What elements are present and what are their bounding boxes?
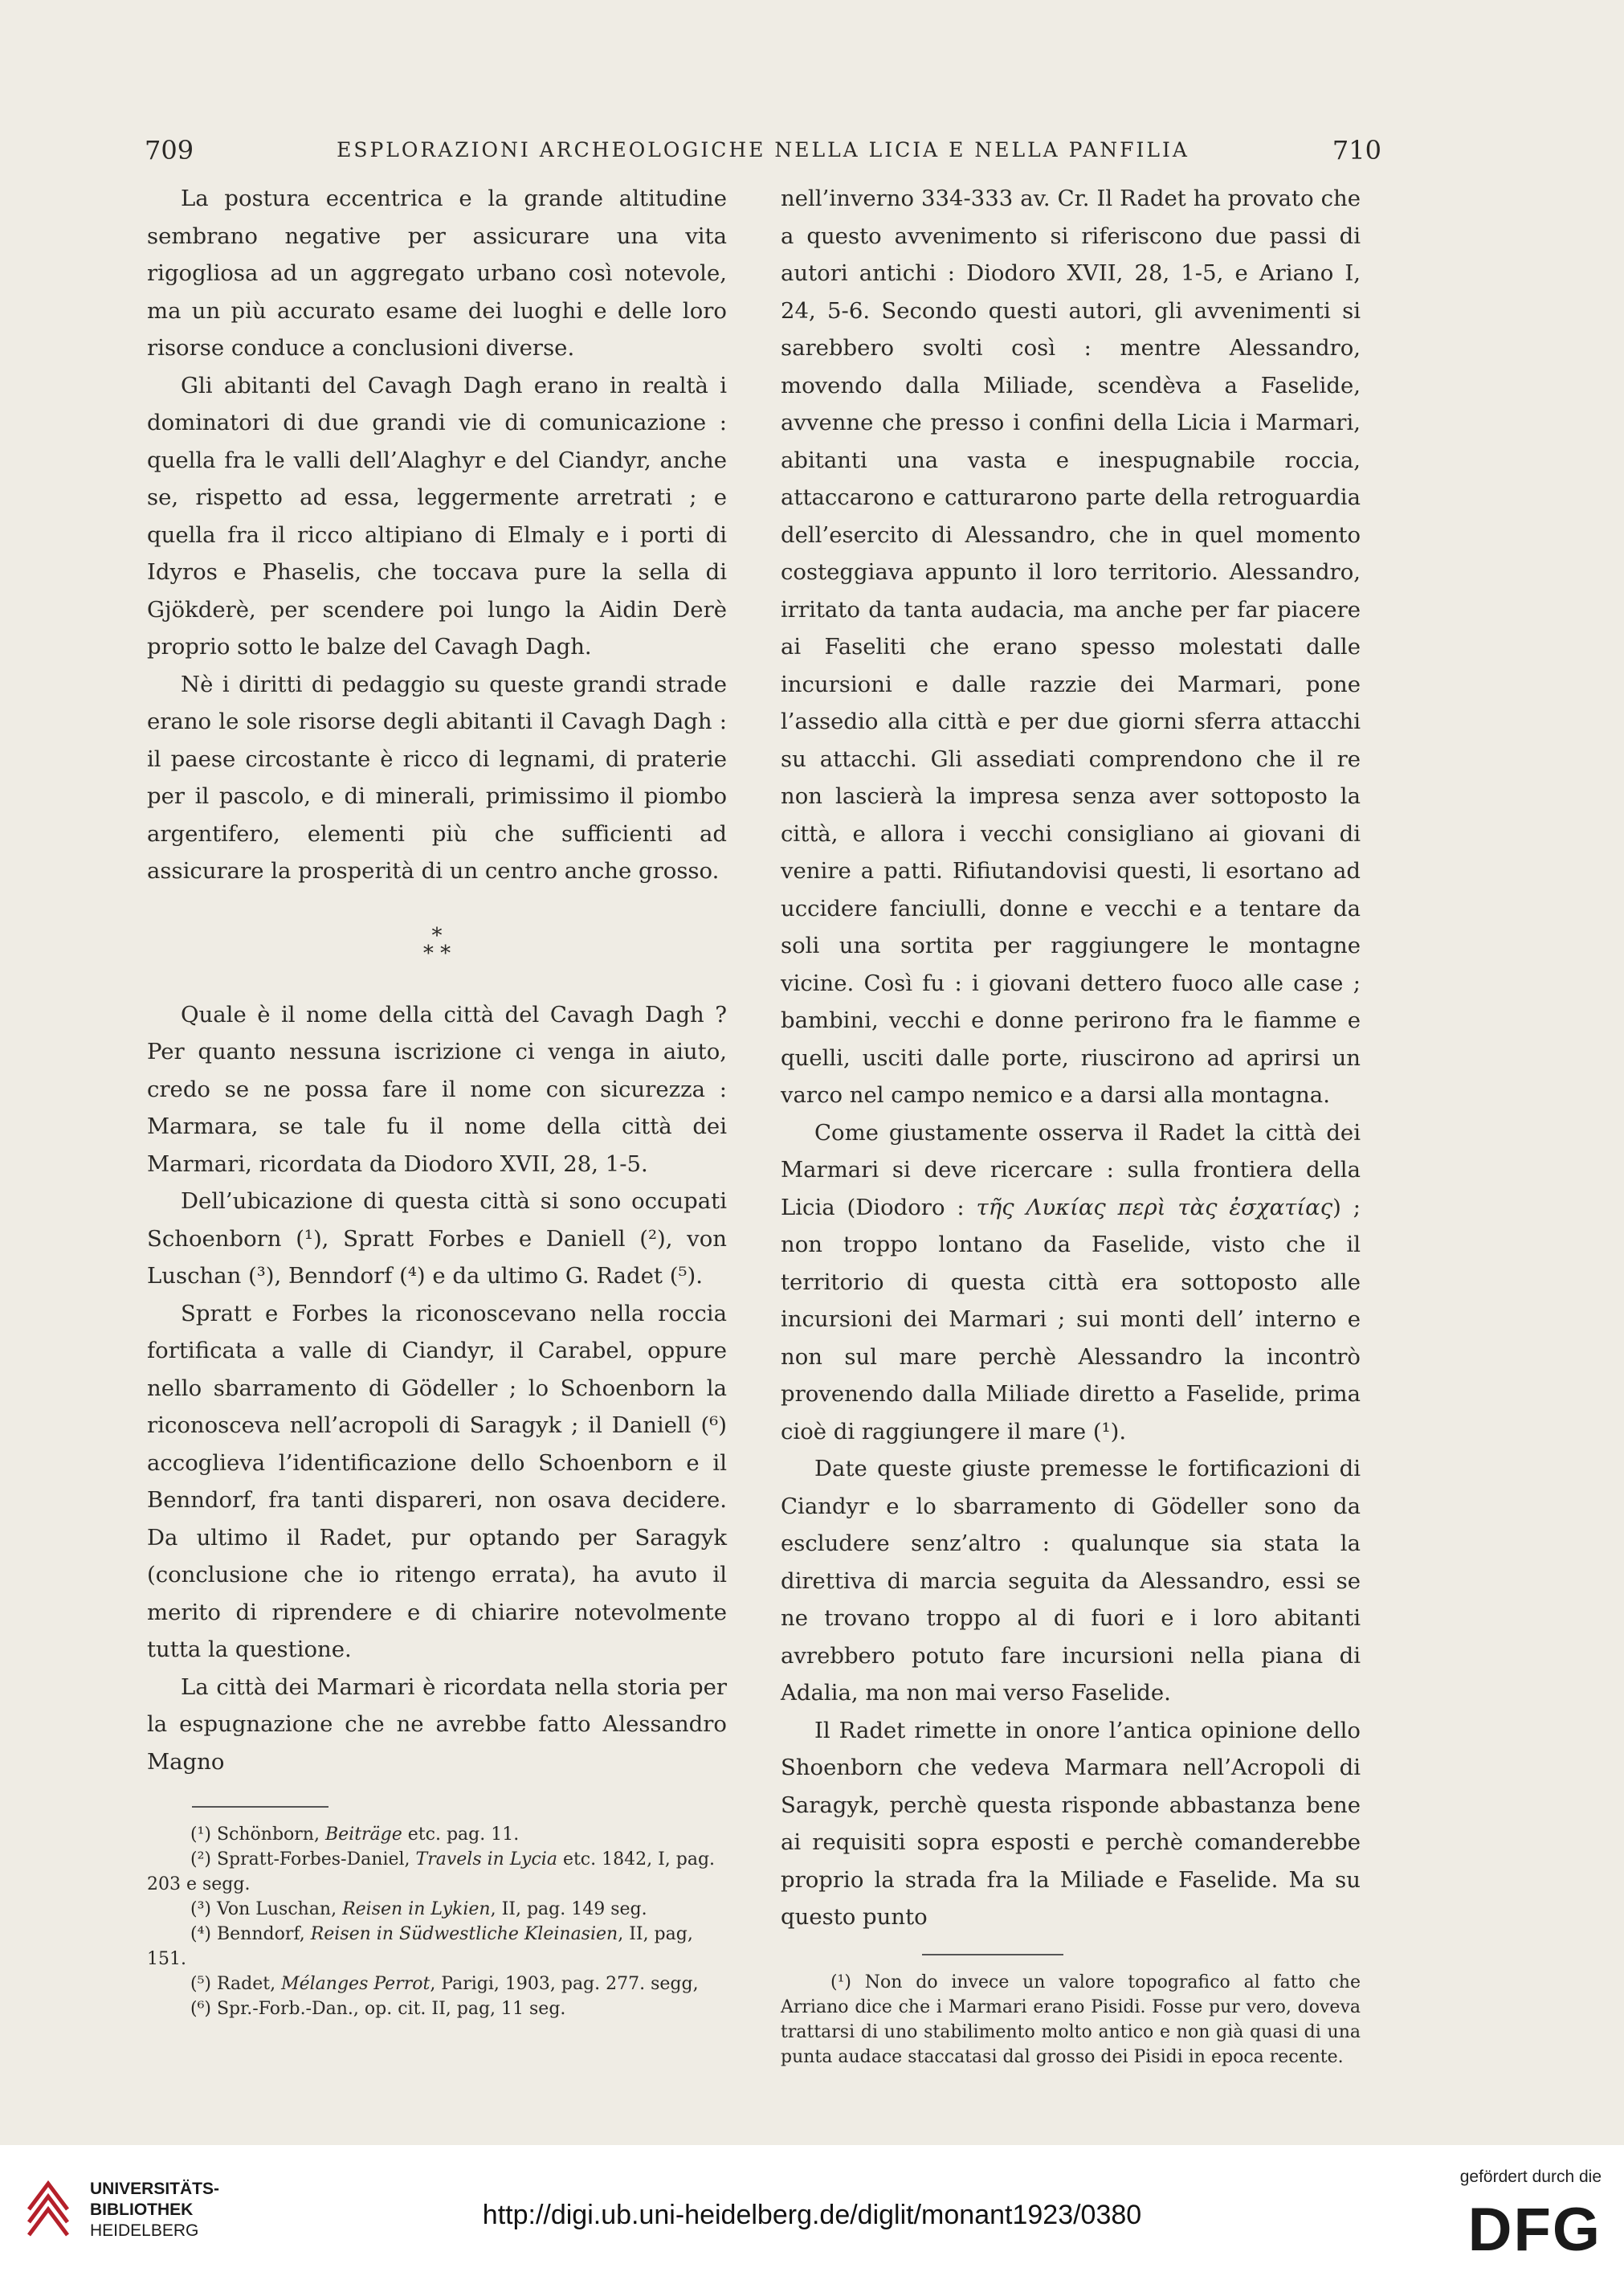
permalink-url[interactable]: http://digi.ub.uni-heidelberg.de/diglit/monant1923/0380 xyxy=(482,2200,1142,2230)
page-number-left: 709 xyxy=(145,135,194,165)
paragraph: nell’inverno 334-333 av. Cr. Il Radet ha provato che a questo avvenimento si riferiscono due passi di autori antichi : Diodoro XVII, 28, 1-5, e Ariano I, 24, 5-6. Secondo questi autori, gli avvenimenti si sarebbero svolti così : mentre Alessandro, movendo dalla Miliade, scendèva a Faselide, avvenne che presso i confini della Licia i Marmari, abitanti una vasta e inespugnabile roccia, attaccarono e catturarono parte della retroguardia dell’esercito di Alessandro, che in quel momento costeggiava appunto il loro territorio. Alessandro, irritato da tanta audacia, ma anche per far piacere ai Faseliti che erano spesso molestati dalle incursioni e dalle razzie dei Marmari, pone l’assedio alla città e per due giorni sferra attacchi su attacchi. Gli assediati comprendono che il re non lascierà la impresa senza aver sottoposto la città, e allora i vecchi consigliano ai giovani di venire a patti. Rifiutandovisi questi, li esortano ad uccidere fanciulli, donne e vecchi e a tentare da soli una sortita per raggiungere le montagne vicine. Così fu : i giovani dettero fuoco alle case ; bambini, vecchi e donne perirono fra le fiamme e quelli, usciti dalle porte, riuscirono ad aprirsi un varco nel campo nemico e a darsi alla montagna. xyxy=(781,186,1361,1108)
footnote: (⁶) Spr.-Forb.-Dan., op. cit. II, pag, 11 seg. xyxy=(190,1999,566,2019)
section-asterism xyxy=(147,923,727,966)
asterism-top: * xyxy=(431,923,443,948)
dfg-logo: DFG xyxy=(1467,2196,1602,2264)
paragraph: Quale è il nome della città del Cavagh Dagh ? Per quanto nessuna iscrizione ci venga in aiuto, credo se ne possa fare il nome con sicurezza : Marmara, se tale fu il nome della città dei Marmari, ricordata da Diodoro XVII, 28, 1-5. xyxy=(147,1001,727,1177)
footnote-rule xyxy=(192,1806,328,1808)
page-number-right: 710 xyxy=(1332,135,1381,165)
right-column xyxy=(781,180,1361,2070)
paragraph: Il Radet rimette in onore l’antica opinione dello Shoenborn che vedeva Marmara nell’Acropoli di Saragyk, perchè questa risponde abbastanza bene ai requisiti sopra esposti e perchè comanderebbe proprio la strada fra la Miliade e Faselide. Ma su questo punto xyxy=(781,1717,1361,1930)
footnote-rule xyxy=(922,1954,1063,1955)
footnote: (¹) Non do invece un valore topografico al fatto che Arriano dice che i Marmari erano Pisidi. Fosse pur vero, doveva trattarsi di uno stabilimento molto antico e non già quasi di una punta audace staccatasi dal grosso dei Pisidi in epoca recente. xyxy=(781,1972,1361,2067)
running-head xyxy=(145,135,1381,167)
library-name: UNIVERSITÄTS- BIBLIOTHEK HEIDELBERG xyxy=(90,2180,220,2240)
paragraph: La città dei Marmari è ricordata nella storia per la espugnazione che ne avrebbe fatto Alessandro Magno xyxy=(147,1673,727,1775)
digitization-footer xyxy=(0,2145,1624,2272)
footnotes-left xyxy=(147,1822,727,2021)
footnote: (⁵) Radet, Mélanges Perrot, Parigi, 1903, pag. 277. segg, xyxy=(190,1974,699,1994)
paragraph: Gli abitanti del Cavagh Dagh erano in realtà i dominatori di due grandi vie di comunicazione : quella fra le valli dell’Alaghyr e del Ciandyr, anche se, rispetto ad essa, leggermente arretrati ; e quella fra il ricco altipiano di Elmaly e i porti di Idyros e Phaselis, che toccava pure la sella di Gjökderè, per scendere poi lungo la Aidin Derè proprio sotto le balze del Cavagh Dagh. xyxy=(147,372,727,660)
footnote: (⁴) Benndorf, Reisen in Südwestliche Kleinasien, II, pag, 151. xyxy=(147,1924,693,1969)
footnote: (¹) Schönborn, Beiträge etc. pag. 11. xyxy=(190,1825,520,1845)
paragraph: Spratt e Forbes la riconoscevano nella roccia fortificata a valle di Ciandyr, il Carabel, oppure nello sbarramento di Gödeller ; lo Schoenborn la riconosceva nell’acropoli di Saragyk ; il Daniell (⁶) accoglieva l’identificazione dello Schoenborn e il Benndorf, fra tanti dispareri, non osava decidere. Da ultimo il Radet, pur optando per Saragyk (conclusione che io ritengo errata), ha avuto il merito di riprendere e di chiarire notevolmente tutta la questione. xyxy=(147,1300,727,1662)
running-title: ESPLORAZIONI ARCHEOLOGICHE NELLA LICIA E NELLA PANFILIA xyxy=(337,138,1189,161)
paragraph: La postura eccentrica e la grande altitudine sembrano negative per assicurare una vita rigogliosa ad un aggregato urbano così notevole, ma un più accurato esame dei luoghi e delle loro risorse conduce a conclusioni diverse. xyxy=(147,186,727,361)
paragraph: Dell’ubicazione di questa città si sono occupati Schoenborn (¹), Spratt Forbes e Daniell (²), von Luschan (³), Benndorf (⁴) e da ultimo G. Radet (⁵). xyxy=(147,1188,727,1289)
footnote: (³) Von Luschan, Reisen in Lykien, II, pag. 149 seg. xyxy=(190,1899,647,1919)
paragraph: Date queste giuste premesse le fortificazioni di Ciandyr e lo sbarramento di Gödeller sono da escludere senz’altro : qualunque sia stata la direttiva di marcia seguita da Alessandro, essi se ne trovano troppo al di fuori e i loro abitanti avrebbero potuto fare incursioni nella piana di Adalia, ma non mai verso Faselide. xyxy=(781,1456,1361,1706)
funding-label: gefördert durch die xyxy=(1459,2168,1602,2186)
paragraph: Come giustamente osserva il Radet la città dei Marmari si deve ricercare : sulla frontiera della Licia (Diodoro : τῆς Λυκίας περὶ τὰς ἐσχατίας) ; non troppo lontano da Faselide, visto che il territorio di questa città era sottoposto alle incursioni dei Marmari ; sui monti dell’ interno e non sul mare perchè Alessandro la incontrò provenendo dalla Miliade diretto a Faselide, prima cioè di raggiungere il mare (¹). xyxy=(781,1119,1361,1445)
paragraph: Nè i diritti di pedaggio su queste grandi strade erano le sole risorse degli abitanti il Cavagh Dagh : il paese circostante è ricco di legnami, di praterie per il pascolo, e di minerali, primissimo il piombo argentifero, elementi più che sufficienti ad assicurare la prosperità di un centro anche grosso. xyxy=(147,671,727,884)
footnotes-right xyxy=(781,1970,1361,2070)
footnote: (²) Spratt-Forbes-Daniel, Travels in Lycia etc. 1842, I, pag. 203 e segg. xyxy=(147,1849,716,1894)
asterism-bottom: * * xyxy=(422,941,451,966)
left-column xyxy=(147,180,727,2021)
greek-quote: τῆς Λυκίας περὶ τὰς ἐσχατίας xyxy=(976,1194,1333,1220)
